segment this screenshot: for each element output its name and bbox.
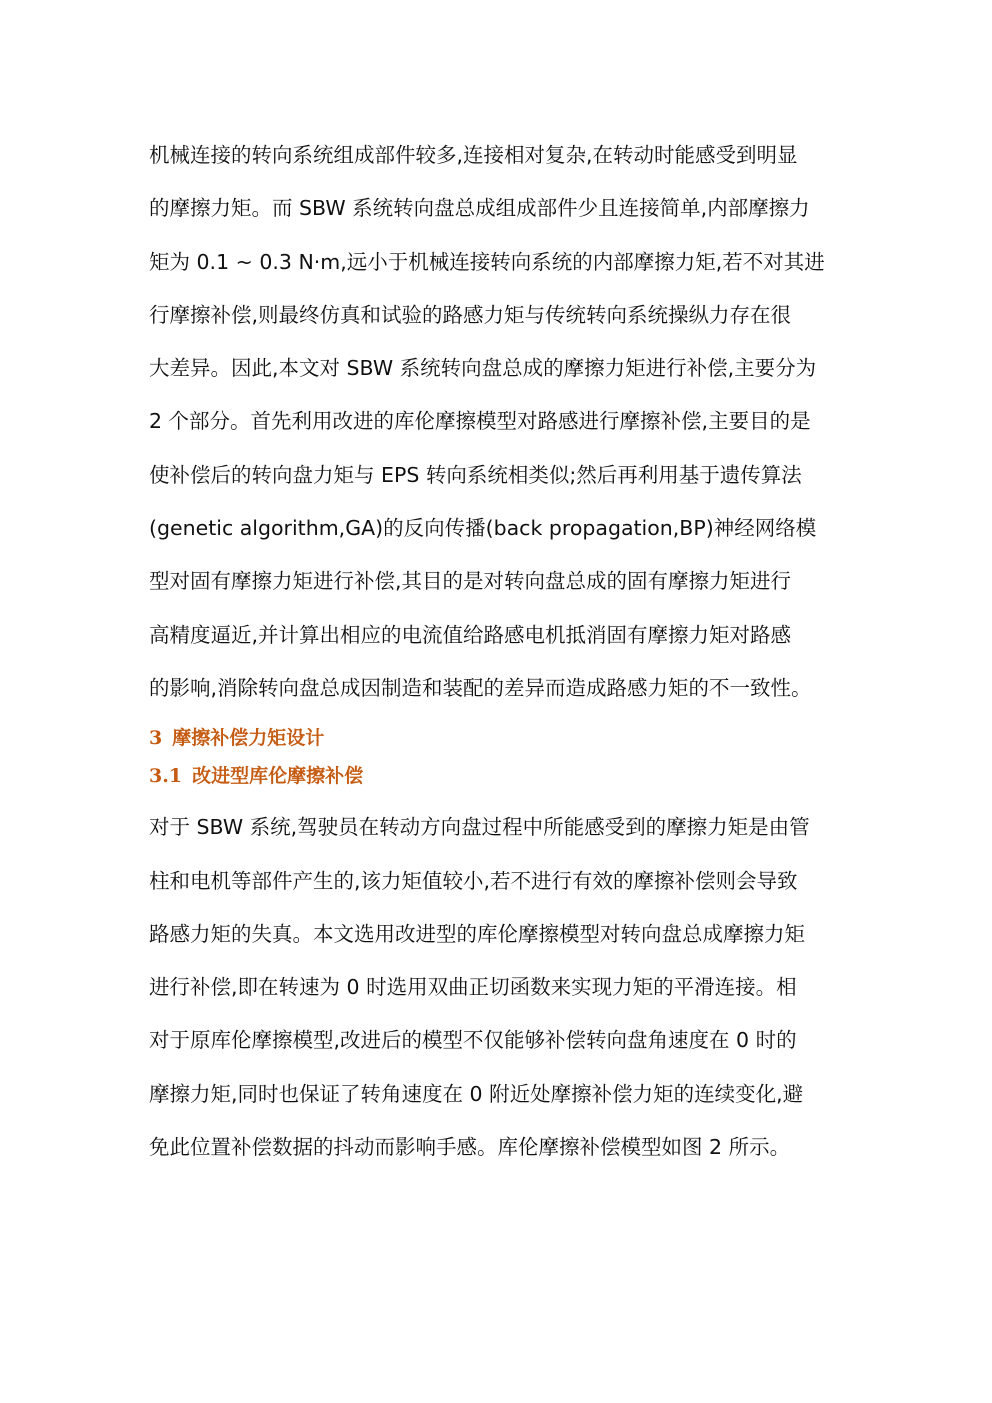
- text-line: 路感力矩的失真。本文选用改进型的库伦摩擦模型对转向盘总成摩擦力矩: [149, 921, 805, 946]
- document-body: [149, 129, 849, 1174]
- text-line: 摩擦力矩,同时也保证了转角速度在 0 附近处摩擦补偿力矩的连续变化,避: [149, 1081, 804, 1106]
- section-heading-3-1: [149, 757, 849, 795]
- section-headings: [149, 715, 849, 801]
- section-number: 3: [149, 727, 163, 750]
- paragraph-friction-intro: [149, 129, 849, 715]
- text-line: 进行补偿,即在转速为 0 时选用双曲正切函数来实现力矩的平滑连接。相: [149, 975, 797, 1000]
- text-line: (genetic algorithm,GA)的反向传播(back propagation,BP)神经网络模: [149, 516, 817, 541]
- text-line: 大差异。因此,本文对 SBW 系统转向盘总成的摩擦力矩进行补偿,主要分为: [149, 356, 817, 381]
- text-line: 型对固有摩擦力矩进行补偿,其目的是对转向盘总成的固有摩擦力矩进行: [149, 569, 792, 594]
- text-line: 机械连接的转向系统组成部件较多,连接相对复杂,在转动时能感受到明显: [149, 143, 798, 167]
- text-line: 使补偿后的转向盘力矩与 EPS 转向系统相类似;然后再利用基于遗传算法: [149, 462, 802, 487]
- text-line: 的摩擦力矩。而 SBW 系统转向盘总成组成部件少且连接简单,内部摩擦力: [149, 196, 810, 221]
- section-heading-3: [149, 719, 849, 757]
- text-line: 对于 SBW 系统,驾驶员在转动方向盘过程中所能感受到的摩擦力矩是由管: [149, 815, 810, 840]
- text-line: 柱和电机等部件产生的,该力矩值较小,若不进行有效的摩擦补偿则会导致: [149, 868, 798, 893]
- text-line: 矩为 0.1 ~ 0.3 N·m,远小于机械连接转向系统的内部摩擦力矩,若不对其进: [149, 249, 825, 274]
- text-line: 对于原库伦摩擦模型,改进后的模型不仅能够补偿转向盘角速度在 0 时的: [149, 1028, 797, 1053]
- text-line: 行摩擦补偿,则最终仿真和试验的路感力矩与传统转向系统操纵力存在很: [149, 302, 792, 327]
- section-title: 摩擦补偿力矩设计: [172, 727, 325, 750]
- text-line: 2 个部分。首先利用改进的库伦摩擦模型对路感进行摩擦补偿,主要目的是: [149, 409, 811, 434]
- text-line: 免此位置补偿数据的抖动而影响手感。库伦摩擦补偿模型如图 2 所示。: [149, 1135, 791, 1160]
- paragraph-coulomb-model: [149, 801, 849, 1174]
- section-number: 3.1: [149, 765, 183, 788]
- section-title: 改进型库伦摩擦补偿: [192, 765, 364, 788]
- text-line: 高精度逼近,并计算出相应的电流值给路感电机抵消固有摩擦力矩对路感: [149, 622, 792, 647]
- text-line: 的影响,消除转向盘总成因制造和装配的差异而造成路感力矩的不一致性。: [149, 675, 812, 700]
